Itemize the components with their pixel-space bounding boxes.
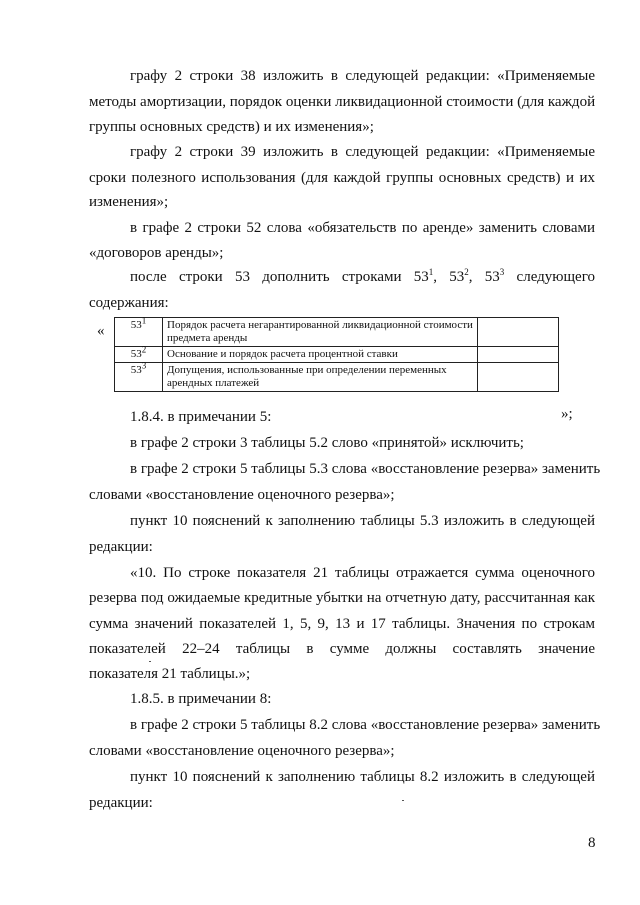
insert-line-text: , 53 (433, 269, 465, 285)
insert-line-text: , 53 (468, 269, 500, 285)
text-line: словами «восстановление оценочного резерва»; (89, 743, 395, 759)
row-number-superscript: 3 (141, 360, 147, 371)
row-number: 53 (130, 364, 142, 376)
text-line: графу 2 строки 38 изложить в следующей редакции: «Применяемые (130, 68, 595, 84)
superscript: 2 (464, 267, 469, 277)
row-number-superscript: 2 (141, 344, 147, 355)
superscript: 3 (499, 267, 505, 277)
text-line: изменения»; (89, 194, 169, 210)
row-number: 53 (130, 348, 142, 360)
text-line: резерва под ожидаемые кредитные убытки на отчетную дату, рассчитанная как (89, 590, 595, 606)
row-empty-cell (478, 347, 559, 363)
text-line: сроки полезного использования (для каждой группы основных средств) и их (89, 170, 595, 186)
insert-line-text: после строки 53 дополнить строками 53 (130, 269, 429, 285)
closing-quote: »; (561, 406, 573, 422)
text-line: редакции: (89, 539, 153, 555)
text-line: редакции: (89, 795, 153, 811)
text-line: в графе 2 строки 3 таблицы 5.2 слово «принятой» исключить; (130, 435, 524, 451)
row-number: 53 (130, 319, 142, 331)
row-number-cell (115, 315, 163, 347)
row-number-cell (115, 344, 163, 363)
text-line: показателей 22–24 таблицы в сумме должны составлять значение (89, 641, 595, 657)
row-number-superscript: 1 (141, 315, 147, 326)
insert-rows-line (130, 268, 595, 286)
text-line: в графе 2 строки 5 таблицы 5.3 слова «восстановление резерва» заменить (130, 461, 601, 477)
text-line: содержания: (89, 295, 169, 311)
scan-speck (149, 661, 151, 662)
insert-line-text: следующего (504, 269, 595, 285)
table-row (115, 363, 559, 392)
text-line: «10. По строке показателя 21 таблицы отражается сумма оценочного (130, 565, 595, 581)
text-line: словами «восстановление оценочного резерва»; (89, 487, 395, 503)
inserted-rows-table (114, 317, 559, 392)
text-line: «договоров аренды»; (89, 245, 224, 261)
superscript: 1 (428, 267, 434, 277)
table-row (115, 318, 559, 347)
row-empty-cell (478, 318, 559, 347)
text-line: в графе 2 строки 5 таблицы 8.2 слова «восстановление резерва» заменить (130, 717, 601, 733)
row-text-cell: Порядок расчета негарантированной ликвидационной стоимости предмета аренды (163, 318, 478, 347)
text-line: в графе 2 строки 52 слова «обязательств по аренде» заменить словами (130, 220, 595, 236)
page-number: 8 (588, 835, 596, 851)
text-line: пункт 10 пояснений к заполнению таблицы 5.3 изложить в следующей (130, 513, 595, 529)
text-line: 1.8.4. в примечании 5: (130, 409, 272, 425)
text-line: группы основных средств) и их изменения»; (89, 119, 374, 135)
text-line: графу 2 строки 39 изложить в следующей редакции: «Применяемые (130, 144, 595, 160)
table-row (115, 347, 559, 363)
row-text-cell: Основание и порядок расчета процентной ставки (163, 347, 478, 363)
opening-quote: « (97, 323, 105, 339)
text-line: методы амортизации, порядок оценки ликвидационной стоимости (для каждой (89, 94, 596, 110)
text-line: пункт 10 пояснений к заполнению таблицы 8.2 изложить в следующей (130, 769, 595, 785)
row-empty-cell (478, 363, 559, 392)
text-line: сумма значений показателей 1, 5, 9, 13 и 17 таблицы. Значения по строкам (89, 616, 595, 632)
scan-speck (402, 800, 404, 801)
row-number-cell (115, 360, 163, 392)
text-line: 1.8.5. в примечании 8: (130, 691, 272, 707)
text-line: показателя 21 таблицы.»; (89, 666, 251, 682)
row-text-cell: Допущения, использованные при определении переменных арендных платежей (163, 363, 478, 392)
